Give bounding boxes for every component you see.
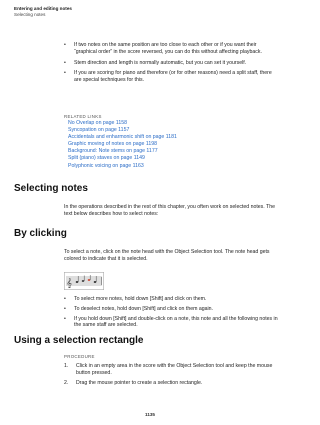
page-header bbox=[14, 6, 72, 18]
note-head bbox=[94, 281, 97, 283]
note-head bbox=[82, 280, 85, 282]
link-note-stems[interactable]: Background: Note stems on page 1177 bbox=[68, 148, 158, 155]
treble-clef-icon: 𝄞 bbox=[66, 278, 72, 289]
by-clicking-bullet-list bbox=[64, 296, 278, 329]
link-syncopation[interactable]: Syncopation on page 1157 bbox=[68, 127, 130, 134]
selected-note-figure bbox=[64, 272, 104, 290]
procedure-label: PROCEDURE bbox=[64, 354, 95, 359]
list-item: • To select more notes, hold down [Shift] and click on them. bbox=[64, 296, 278, 303]
procedure-steps bbox=[64, 363, 278, 386]
related-links-label: RELATED LINKS bbox=[64, 114, 102, 119]
list-item: • To deselect notes, hold down [Shift] and click on them again. bbox=[64, 306, 278, 313]
link-split-staves[interactable]: Split (piano) staves on page 1149 bbox=[68, 155, 145, 162]
link-no-overlap[interactable]: No Overlap on page 1158 bbox=[68, 120, 128, 126]
link-accidentals[interactable]: Accidentals and enharmonic shift on page 1181 bbox=[68, 134, 177, 141]
list-item: • If two notes on the same position are too close to each other or if you want their “graphical order” in the score reversed, you can do this without affecting playback. bbox=[64, 42, 278, 56]
heading-by-clicking: By clicking bbox=[14, 228, 67, 239]
heading-selecting-notes: Selecting notes bbox=[14, 183, 88, 194]
chapter-title: Entering and editing notes bbox=[14, 6, 72, 11]
section-title: Selecting notes bbox=[14, 12, 46, 17]
link-polyphonic-voicing[interactable]: Polyphonic voicing on page 1163 bbox=[68, 162, 144, 169]
selecting-notes-text: In the operations described in the rest of this chapter, you often work on selected notes. The text below describes how to select notes: bbox=[64, 204, 275, 217]
procedure-step: 2. Drag the mouse pointer to create a selection rectangle. bbox=[64, 379, 203, 386]
procedure-step: 1. Click in an empty area in the score with the Object Selection tool and keep the mouse button pressed. bbox=[64, 363, 273, 376]
heading-selection-rectangle: Using a selection rectangle bbox=[14, 335, 144, 346]
list-item: • If you are scoring for piano and therefore (or for other reasons) need a split staff, there are special techniques for this. bbox=[64, 70, 278, 84]
link-graphic-moving[interactable]: Graphic moving of notes on page 1198 bbox=[68, 141, 158, 148]
list-item: • Stem direction and length is normally automatic, but you can set it yourself. bbox=[64, 60, 278, 67]
selected-note-head bbox=[88, 279, 91, 281]
by-clicking-text: To select a note, click on the note head with the Object Selection tool. The note head gets colored to indicate that it is selected. bbox=[64, 249, 270, 262]
list-item: • If you hold down [Shift] and double-click on a note, this note and all the following notes in the same staff are selected. bbox=[64, 316, 278, 330]
top-bullet-list bbox=[64, 42, 278, 84]
related-links bbox=[64, 114, 177, 170]
page-number: 1135 bbox=[145, 412, 155, 417]
note-head bbox=[76, 281, 79, 283]
